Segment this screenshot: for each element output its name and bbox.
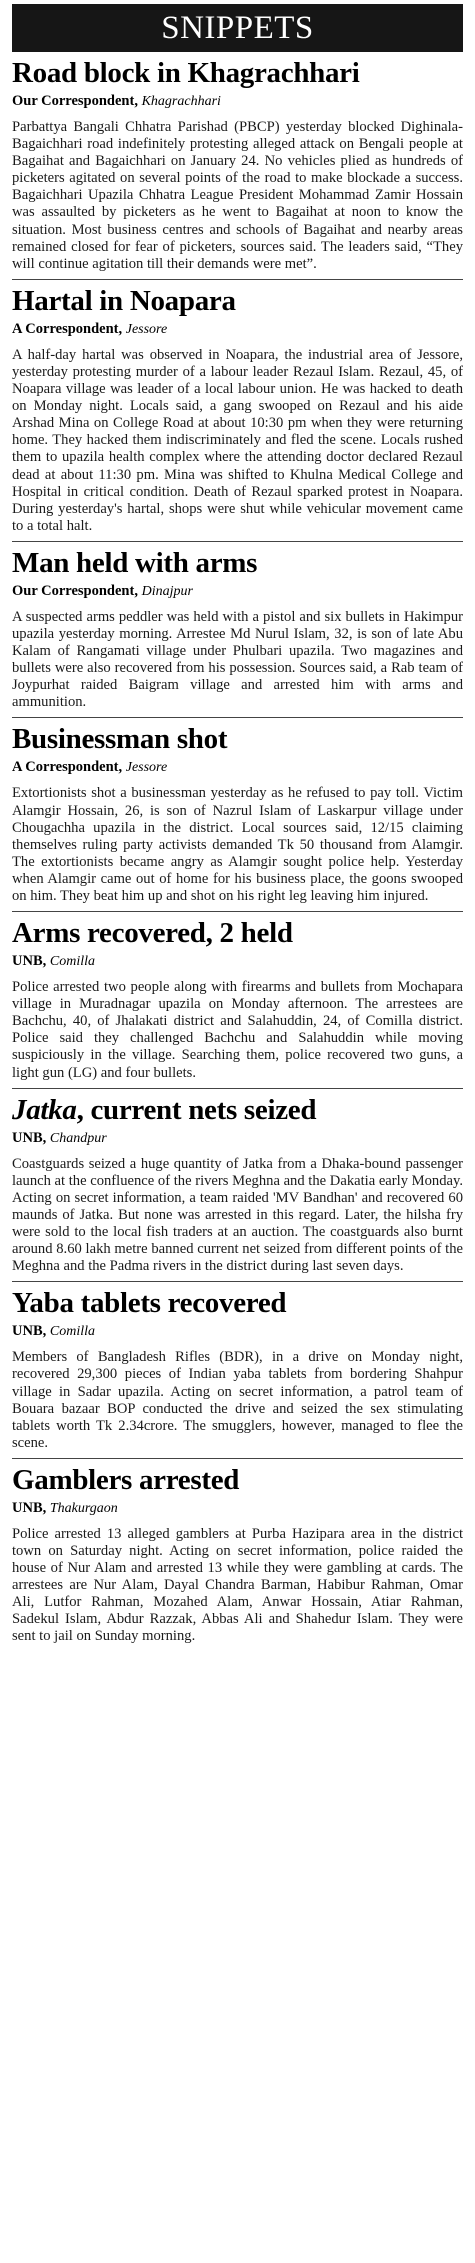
headline: Hartal in Noapara: [12, 284, 236, 317]
news-item: [12, 1463, 463, 1646]
byline-source: UNB,: [12, 1323, 47, 1340]
article-body: Police arrested two people along with firearms and bullets from Mochapara village in Muradnagar upazila on Monday afternoon. The arrestees are Bachchu, 40, of Jhalakati district and Salahuddin, 24, of Comilla district. Police said they challenged Bachchu and Salahuddin while moving suspiciously in the village. Searching them, police recovered two guns, a light gun (LG) and four bullets.: [12, 979, 463, 1081]
divider: [12, 279, 463, 280]
byline-location: Khagrachhari: [141, 94, 221, 109]
headline: Road block in Khagrachhari: [12, 57, 360, 89]
byline-location: Chandpur: [49, 1130, 107, 1146]
article-body: Police arrested 13 alleged gamblers at Purba Hazipara area in the district town on Saturday night. Acting on secret information, police raided the house of Nur Alam and arrested 13 while they were gambling at cards. The arrestees are Nur Alam, Dayal Chandra Barman, Habibur Rahman, Omar Ali, Lutfor Rahman, Mozahed Alam, Anwar Hossain, Atiar Rahman, Sadekul Islam, Abdur Razzak, Abbas Ali and Shahedur Islam. They were sent to jail on Sunday morning.: [12, 1525, 463, 1645]
byline: [12, 951, 463, 972]
article-body: Extortionists shot a businessman yesterday as he refused to pay toll. Victim Alamgir Hossain, 26, is son of Nazrul Islam of Laskarpur village under Chougachha upazila in the district. Local sources said, 12/15 claiming themselves ruling party activists demanded Tk 50 thousand from Alamgir. The extortionists became angry as Alamgir sought police help. Yesterday when Alamgir came out of home for his business place, the goons swooped on him. They beat him up and shot on his right leg leaving him injured.: [12, 785, 463, 904]
article-body: Parbattya Bangali Chhatra Parishad (PBCP) yesterday blocked Dighinala-Bagaichhari road indefinitely protesting alleged attack on Bengali people at Bagaihat and Bagaichhari on January 24. No vehicles plied as hundreds of picketers agitated on several points of the road to make blockade a success. Bagaichhari Upazila Chhatra League President Mohammad Zamir Hossain was assaulted by picketers as he went to Bagaihat at noon to know the situation. Most business centres and schools of Bagaihat and nearby areas remained closed for fear of picketers, sources said. The leaders said, “They will continue agitation till their demands were met”.: [12, 119, 463, 272]
byline-location: Jessore: [125, 760, 168, 776]
divider: [12, 1458, 463, 1459]
divider: [12, 717, 463, 718]
news-item: [12, 56, 463, 280]
byline: [12, 91, 463, 112]
byline-source: UNB,: [12, 1499, 47, 1516]
article-body: Members of Bangladesh Rifles (BDR), in a drive on Monday night, recovered 29,300 pieces of Indian yaba tablets from bordering Shahpur village in Sadar upazila. Acting on secret information, a patrol team of Bouara bazaar BOP conducted the drive and seized the sex stimulating tablets worth Tk 2.34crore. The smugglers, however, managed to flee the scene.: [12, 1349, 463, 1451]
news-item: [12, 722, 463, 912]
article-body: A suspected arms peddler was held with a pistol and six bullets in Hakimpur upazila yesterday morning. Arrestee Md Nurul Islam, 32, is son of late Abu Kalam of Rangamati village under Phulbari upazila. Two magazines and bullets were also recovered from his possession. Sources said, a Rab team of Joypurhat raided Baigram village and arrested him with arms and ammunition.: [12, 608, 463, 711]
news-item: [12, 916, 463, 1089]
section-title: SNIPPETS: [161, 9, 314, 46]
headline: [12, 1093, 463, 1127]
article-body: Coastguards seized a huge quantity of Jatka from a Dhaka-bound passenger launch at the confluence of the rivers Meghna and the Dakatia early Monday. Acting on secret information, a team raided 'MV Bandhan' and recovered 60 maunds of Jatka. But none was arrested in this regard. Later, the hilsha fry were sold to the local fish traders at an auction. The coastguards also burnt around 8.60 lakh metre banned current net seized from different points of the Meghna and the Padma rivers in the district during last seven days.: [12, 1155, 463, 1275]
byline: [12, 319, 463, 340]
byline: [12, 581, 463, 602]
headline-rest: , current nets seized: [76, 1093, 317, 1126]
news-item: [12, 284, 463, 542]
news-item: [12, 1093, 463, 1283]
byline-location: Jessore: [125, 321, 168, 337]
divider: [12, 1281, 463, 1282]
byline-location: Thakurgaon: [49, 1500, 118, 1516]
byline: [12, 1128, 463, 1149]
headline: Yaba tablets recovered: [12, 1287, 287, 1320]
byline-source: A Correspondent,: [12, 759, 123, 776]
byline: [12, 757, 463, 778]
headline: Arms recovered, 2 held: [12, 917, 293, 950]
byline-source: A Correspondent,: [12, 320, 123, 337]
byline-location: Comilla: [49, 954, 95, 970]
byline-source: UNB,: [12, 1129, 47, 1146]
headline: Man held with arms: [12, 546, 258, 579]
news-item: [12, 1286, 463, 1459]
divider: [12, 911, 463, 912]
byline: [12, 1321, 463, 1342]
byline-location: Comilla: [49, 1324, 95, 1340]
headline: Businessman shot: [12, 723, 228, 756]
divider: [12, 541, 463, 542]
article-body: A half-day hartal was observed in Noapara, the industrial area of Jessore, yesterday protesting murder of a labour leader Rezaul Islam. Rezaul, 45, of Noapara village was leader of a local labour union. He was hacked to death on Monday night. Locals said, a gang swooped on Rezaul and his aide Arshad Mina on College Road at about 10:30 pm when they were returning home. They hacked them indiscriminately and fled the scene. Locals rushed them to upazila health complex where the attending doctor declared Rezaul dead at about 11:30 pm. Mina was shifted to Khulna Medical College and Hospital in critical condition. Death of Rezaul sparked protest in Noapara. During yesterday's hartal, shops were shut while vehicular movement came to a total halt.: [12, 346, 463, 534]
byline: [12, 1498, 463, 1519]
headline: Gamblers arrested: [12, 1463, 240, 1496]
byline-source: Our Correspondent,: [12, 582, 138, 599]
news-item: [12, 546, 463, 719]
byline-source: UNB,: [12, 953, 47, 970]
divider: [12, 1088, 463, 1089]
byline-source: Our Correspondent,: [12, 93, 138, 109]
section-masthead: [12, 4, 463, 52]
byline-location: Dinajpur: [141, 583, 193, 599]
headline-keyword: Jatka: [12, 1093, 77, 1126]
